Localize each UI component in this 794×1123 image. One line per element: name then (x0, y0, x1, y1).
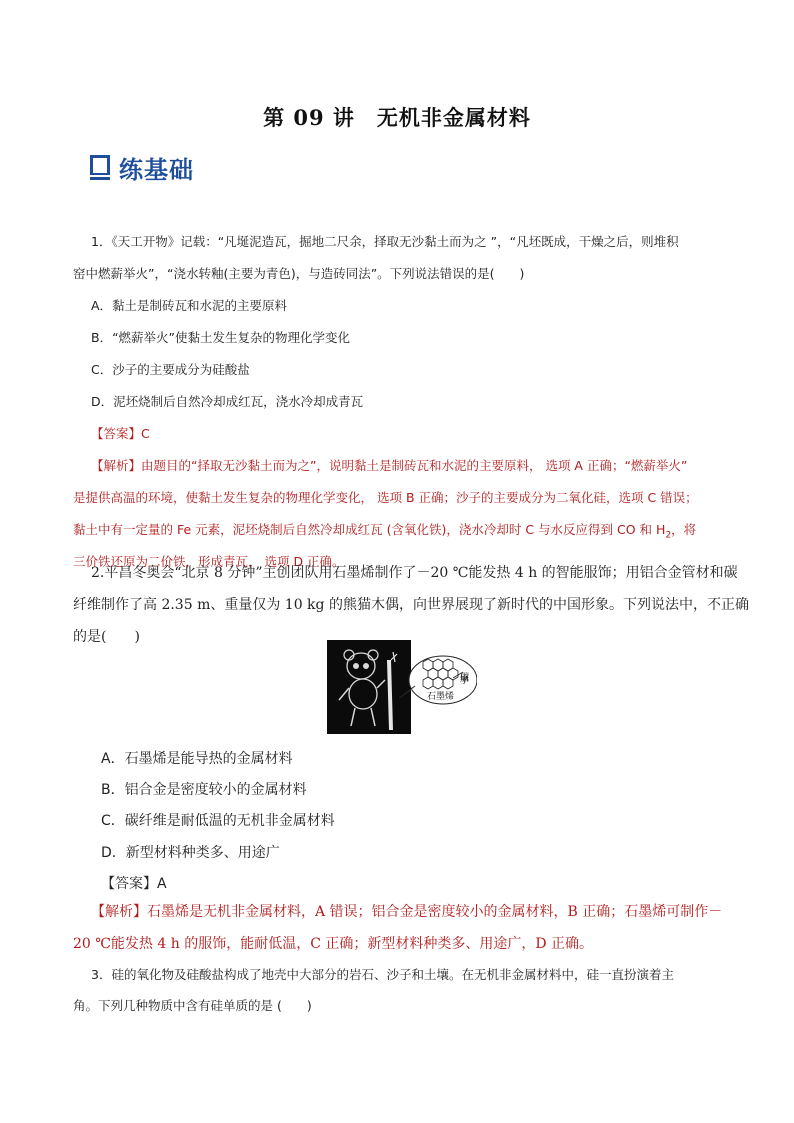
q2-stem-line1: 2.平昌冬奥会“北京 8 分钟”主创团队用石墨烯制作了－20 ℃能发热 4 h 的智能服饰；用铝合金管材和碳 (91, 565, 738, 581)
q1-analysis-tag: 【解析】 (91, 458, 142, 473)
q2-analysis-text1: 石墨烯是无机非金属材料，A 错误；铝合金是密度较小的金属材料，B 正确；石墨烯可制作－ (147, 904, 723, 920)
q2-stem-line2: 纤维制作了高 2.35 m、重量仅为 10 kg 的熊猫木偶，向世界展现了新时代的中国形象。下列说法中，不正确 (73, 597, 749, 613)
q2-analysis-tag: 【解析】 (91, 904, 147, 920)
q3-stem-line2: 角。下列几种物质中含有硅单质的是 ( ) (73, 998, 312, 1013)
page-title: 第 09 讲 无机非金属材料 (263, 105, 531, 130)
book-icon (89, 154, 111, 181)
q2-analysis-line2: 20 ℃能发热 4 h 的服饰，能耐低温，C 正确；新型材料种类多、用途广，D 正确。 (73, 936, 594, 952)
graphene-panda-figure (327, 640, 477, 734)
q1-option-b: B．“燃薪举火”使黏土发生复杂的物理化学变化 (91, 330, 351, 345)
q1-analysis-text3b: ，将 (671, 522, 697, 537)
q1-analysis-text3a: 黏土中有一定量的 Fe 元素，泥坯烧制后自然冷却成红瓦 (含氧化铁)，浇水冷却时 C 与水反应得到 CO 和 H (73, 522, 666, 537)
q2-analysis-line1 (91, 905, 724, 919)
q2-answer: 【答案】A (101, 876, 167, 892)
q1-analysis-line2: 是提供高温的环境，使黏土发生复杂的物理化学变化， 选项 B 正确；沙子的主要成分为二氧化硅，选项 C 错误； (73, 490, 698, 505)
figure-label-graphene: 石墨烯 (427, 692, 455, 702)
q1-option-c: C．沙子的主要成分为硅酸盐 (91, 362, 250, 377)
q1-option-a: A．黏土是制砖瓦和水泥的主要原料 (91, 298, 288, 313)
q1-analysis-sub: 2 (665, 530, 672, 541)
figure-label-carbon: 碳原子 (458, 672, 468, 684)
q2-stem-line3: 的是( ) (73, 629, 140, 645)
q1-analysis-line4: 三价铁还原为二价铁，形成青瓦， 选项 D 正确。 (73, 554, 345, 569)
q2-option-c: C．碳纤维是耐低温的无机非金属材料 (101, 813, 335, 829)
q1-option-d: D．泥坯烧制后自然冷却成红瓦，浇水冷却成青瓦 (91, 394, 364, 409)
q2-option-b: B．铝合金是密度较小的金属材料 (101, 782, 307, 798)
q1-analysis-line3 (73, 524, 724, 541)
q1-stem-line1: 1．《天工开物》记载：“凡埏泥造瓦，掘地二尺余，择取无沙黏土而为之 ”，“凡坯既成，干燥之后，则堆积 (91, 234, 679, 249)
section-label: 练基础 (119, 155, 194, 184)
q1-answer: 【答案】C (91, 426, 150, 441)
q1-analysis-text1: 由题目的“择取无沙黏土而为之”，说明黏土是制砖瓦和水泥的主要原料， 选项 A 正确；“燃薪举火” (141, 458, 688, 473)
q1-analysis-line1 (91, 460, 724, 473)
q2-option-d: D．新型材料种类多、用途广 (101, 845, 280, 861)
q2-option-a: A．石墨烯是能导热的金属材料 (101, 751, 293, 767)
q3-stem-line1: 3．硅的氧化物及硅酸盐构成了地壳中大部分的岩石、沙子和土壤。在无机非金属材料中，硅一直扮演着主 (91, 967, 674, 982)
section-heading (89, 150, 194, 184)
q1-stem-line2: 窑中燃薪举火”，“浇水转釉(主要为青色)，与造砖同法”。下列说法错误的是( ) (73, 266, 525, 281)
